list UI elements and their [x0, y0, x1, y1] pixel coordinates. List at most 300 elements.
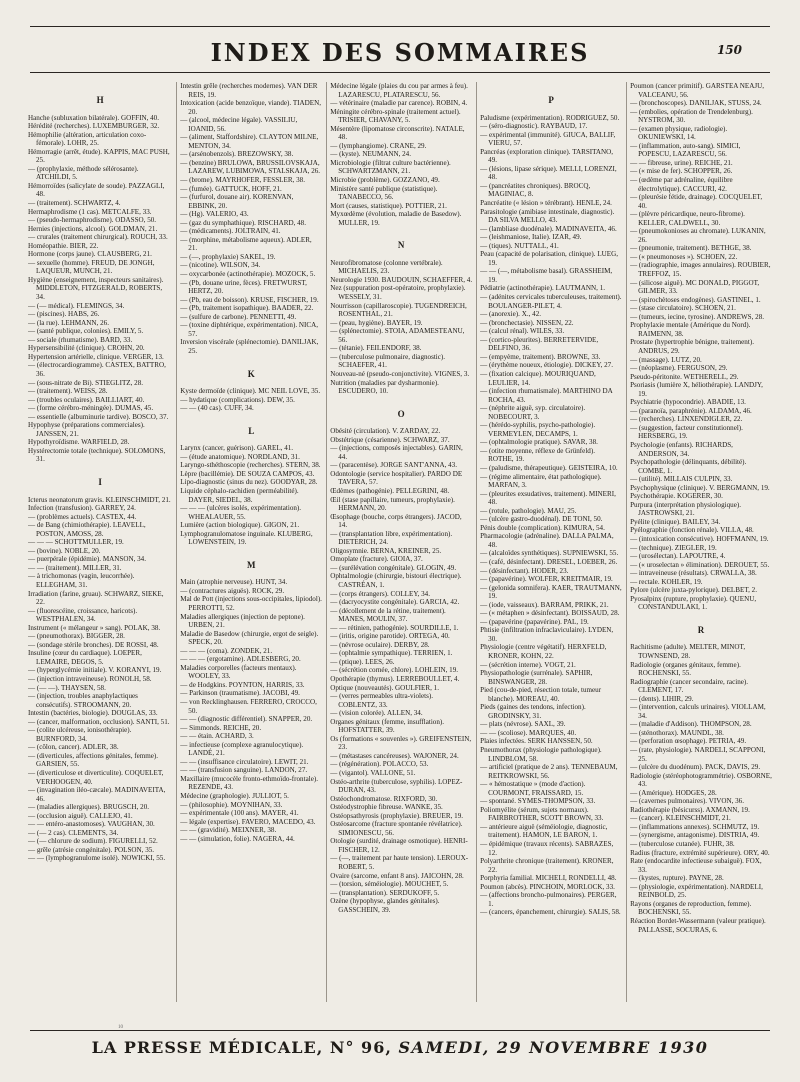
- index-entry: Pied (cou-de-pied, résection totale, tumeur blanche). MOREAU, 40.: [480, 686, 602, 703]
- index-entry: — (vision colorée). ALLEN, 34.: [330, 709, 423, 718]
- index-entry: — (calcul rénal). WILES, 33.: [480, 327, 565, 336]
- index-entry: Mort (causes, statistique). POTTIER, 21.: [330, 201, 447, 210]
- section-letter: L: [248, 425, 255, 436]
- index-entry: Psychologie (enfants). RICHARDS, ANDERSON, 34.: [630, 440, 733, 458]
- index-entry: — (leishmaniose, Italie). IZAR, 49.: [480, 233, 582, 242]
- index-entry: — (intoxication consécutive). HOFFMANN, 19.: [630, 534, 769, 543]
- section-letter: O: [397, 408, 405, 419]
- section-letter: P: [548, 95, 554, 105]
- index-entry: — (papavérine). WOLFER, KREITMAIR, 19.: [480, 575, 613, 584]
- index-entry: Opothérapie (thymus). LERREBOULLET, 4.: [330, 675, 460, 683]
- index-entry: — (pancréatites chroniques). BROCQ, MAGINIAC, 8.: [480, 181, 591, 199]
- index-entry: — (hyperglycémie initiale). V. KORANYI, 19.: [28, 666, 162, 675]
- index-entry: Hypophyse (préparations commerciales). JANSSEN, 21.: [28, 421, 145, 438]
- index-entry: Œsophage (bouche, corps étrangers). JACOD, 14.: [330, 512, 462, 530]
- index-entry: Irradiation (farine, gruau). SCHWARZ, SIEKE, 22.: [28, 589, 164, 607]
- index-entry: — (injection, troubles anaphylactiques consécutifs). STROOMANN, 20.: [28, 692, 138, 709]
- index-entry: — (stase circulatoire). SCHOEN, 21.: [630, 304, 736, 313]
- index-entry: — — — (coma). ZONDEK, 21.: [180, 646, 273, 655]
- index-entry: Organes génitaux (femme, insufflation). HOFSTATTER, 39.: [330, 717, 445, 735]
- journal-name: LA PRESSE MÉDICALE, N° 96,: [91, 1038, 392, 1057]
- index-entry: Microbie (problème). GOZZANO, 49.: [330, 176, 440, 185]
- index-entry: — (bronchectasie). NISSEN, 22.: [480, 318, 574, 327]
- index-entry: — (nicotine). WILSON, 34.: [180, 261, 261, 270]
- index-entry: — (névrose oculaire). DERBY, 28.: [330, 640, 430, 649]
- index-entry: Hypothyroïdisme. WARFIELD, 28.: [28, 438, 130, 447]
- index-entry: — (— chlorure de sodium). FIGURELLI, 52.: [28, 837, 158, 846]
- index-entry: — (pleurites exsudatives, traitement). MINERI, 48.: [480, 489, 616, 507]
- index-entry: — (paludisme, thérapeutique). GEISTEIRA, 10.: [480, 463, 618, 472]
- index-entry: — (prophylaxie, méthode sélérosante). ATCHILDI, 5.: [28, 164, 139, 182]
- index-entry: Poliomyélite (sérum, sujets normaux). FAIRBROTHER, SCOTT BROWN, 33.: [480, 805, 604, 823]
- index-entry: — (« uroselectan » élimination). DEROUET, 55.: [630, 560, 770, 569]
- index-entry: Hygiène (enseignement, inspecteurs sanitaires). MIDDLETON, FITZGERALD, ROBERTS, 34.: [28, 275, 164, 302]
- footer-rule: [30, 1030, 770, 1031]
- index-entry: — (injections, composés injectables). GARIN, 44.: [330, 444, 463, 461]
- index-entry: — (examen physique, radiologie). OKUNIEWSKI, 14.: [630, 124, 728, 142]
- index-entry: — — rétinien, pathogénie). SOURDILLE, 1.: [330, 623, 459, 632]
- index-entry: — crurales (traitement chirurgical). ROUCH, 33.: [28, 233, 168, 242]
- index-entry: Pieds (gaines des tendons, infection). GRODINSKY, 31.: [480, 703, 586, 720]
- section-letter: H: [96, 95, 104, 105]
- index-entry: — (cavernes pulmonaires). VIVON, 36.: [630, 797, 744, 806]
- index-entry: Poumon (abcès). PINCHOIN, MORLOCK, 33.: [480, 882, 615, 891]
- index-entry: — (kyste). NEUMANN, 24.: [330, 150, 412, 159]
- index-entry: — (pseudo-hermaphrodisme). ODASSO, 50.: [28, 216, 157, 225]
- index-entry: — (« métaphen » désinfectant). BOISSAUD, 28.: [480, 609, 620, 618]
- index-entry: Maladie de Basedow (chirurgie, ergot de seigle). SPECK, 20.: [180, 629, 319, 647]
- index-entry: Main (atrophie nerveuse). HUNT, 34.: [180, 578, 288, 587]
- index-entry: — (arsénobenzols). BREZOWSKY, 38.: [180, 150, 294, 159]
- index-entry: — « hémostatique » (mode d'action). COURMONT, FRAISSARD, 15.: [480, 780, 586, 797]
- index-entry: Kyste dermoïde (clinique). MC NEIL LOVE, 35.: [180, 387, 321, 396]
- index-entry: Ministère santé publique (statistique). TANABECCO, 56.: [330, 184, 438, 202]
- index-entry: Pédiatrie (actinothérapie). LAUTMANN, 1.: [480, 284, 606, 293]
- index-entry: — (papavérine (papavérine). PAL, 19.: [480, 617, 589, 626]
- index-entry: — von Recklinghausen. FERRERO, CROCCO, 50.: [180, 698, 317, 715]
- index-entry: — (fixation calcique). MOURIQUAND, LEULIER, 14.: [480, 369, 596, 387]
- index-entry: — — (—, métabolisme basal). GRASSHEIM, 19.: [480, 267, 613, 284]
- index-entry: Prophylaxie mentale (Amérique du Nord). RAIMENN, 38.: [630, 321, 751, 338]
- index-entry: — (gelonida somnifera). KAER, TRAUTMANN, 19.: [480, 583, 622, 601]
- index-entry: — (tuberculose pulmonaire, diagnostic). SCHAEFER, 41.: [330, 352, 446, 370]
- index-entry: — (contractures aiguës). ROCK, 29.: [180, 586, 285, 595]
- index-entry: — (maladies allergiques). BRUGSCH, 20.: [28, 803, 150, 812]
- index-entry: Radius (fracture, extrémité supérieure). ORY, 40.: [630, 848, 770, 857]
- index-entry: — (intervention, calculs urinaires). VIOLLAM, 34.: [630, 703, 766, 720]
- index-column-5: [626, 82, 772, 1002]
- index-entry: Microbiologie (filtrat culture bactérienne). SCHWARTZMANN, 21.: [330, 158, 451, 176]
- index-entry: — (iode, vaisseaux). BARRAM, PRIKK, 21.: [480, 600, 609, 609]
- index-entry: — hydatique (complications). DEW, 35.: [180, 395, 295, 404]
- index-entry: — (étude anatomique). NORDLAND, 31.: [180, 452, 300, 461]
- index-entry: Icterus neonatorum gravis. KLEINSCHMIDT, 21.: [28, 495, 171, 504]
- index-entry: Larynx (cancer, guérison). GAREL, 41.: [180, 444, 294, 453]
- index-entry: — (lésions, lipase sérique). MELLI, LORENZI, 48.: [480, 164, 617, 182]
- index-entry: — (infection rhumatismale). MARTHINO DA ROCHA, 43.: [480, 387, 613, 404]
- index-entry: — (invagination iléo-cæcale). MADINAVEITA, 46.: [28, 786, 166, 803]
- index-entry: Ozène (hypophyse, glandes génitales). GASSCHEIN, 39.: [330, 897, 440, 914]
- index-entry: Pseudo-péritonite. WETHERELL, 29.: [630, 372, 739, 381]
- index-entry: — antérieure aiguë (séméiologie, diagnostic, traitement). HAMON, LE BARON, 1.: [480, 822, 608, 840]
- index-entry: Hormone (corps jaune). CLAUSBERG, 21.: [28, 250, 152, 259]
- index-entry: — (pneumonie, traitement). BETHGE, 38.: [630, 244, 752, 253]
- index-entry: — (fluorescéine, croissance, haricots). WESTPHALEN, 34.: [28, 606, 138, 624]
- index-entry: — (tiques). NUTTALL, 41.: [480, 241, 559, 250]
- index-entry: — expérimental (immunité). GIUCA, BALLIF, VIERU, 57.: [480, 130, 616, 148]
- index-entry: — (utilité). MILLAIS CULPIN, 33.: [630, 475, 733, 484]
- index-entry: — (urosélectan). LAPOUTRE, 4.: [630, 552, 726, 561]
- index-column-3: [326, 82, 472, 1002]
- index-entry: — (inflammation, auto-sang). SIMICI, POPESCU, LAZARESCU, 56.: [630, 141, 741, 159]
- index-entry: — à trichomonas (vagin, leucorrhée). ELLEGHAM, 31.: [28, 572, 135, 589]
- index-entry: — (pneumokonioses au chromate). LUKANIN, 26.: [630, 227, 766, 244]
- index-entry: Liquide céphalo-rachidien (perméabilité). DAYER, SIEDEL, 38.: [180, 486, 299, 504]
- index-entry: — (—, traitement par haute tension). LEROUX-ROBERT, 5.: [330, 854, 469, 872]
- index-entry: — essentielle (albuminurie tardive). BOSCO, 37.: [28, 412, 169, 421]
- index-entry: — (colite ulcéreuse, ionisothérapie). BURNFORD, 34.: [28, 726, 132, 743]
- index-entry: Parasitologie (amibiase intestinale, diagnostic). DA SILVA MELLO, 43.: [480, 207, 615, 225]
- index-column-1: [28, 82, 172, 1002]
- index-entry: — rectale. KOHLER, 19.: [630, 577, 703, 586]
- section-letter: K: [247, 368, 255, 379]
- index-entry: Maladies corporelles (facteurs mentaux). WOOLEY, 33.: [180, 663, 297, 681]
- index-entry: — Simmonds. REICHE, 20.: [180, 723, 262, 732]
- index-entry: Hérédité (recherches). LUXEMBURGER, 32.: [28, 122, 160, 131]
- index-entry: Optique (nouveautés). GOULFIER, 1.: [330, 683, 439, 692]
- index-entry: Homéopathie. BIER, 22.: [28, 241, 99, 250]
- index-entry: Ostéopsathyrosis (prophylaxie). BREUER, 19.: [330, 811, 464, 820]
- index-entry: Porphyria familial. MICHELI, RONDELLI, 48.: [480, 874, 617, 883]
- index-entry: — (radiographie, images annulaires). ROUBIER, TREFFOZ, 15.: [630, 261, 771, 279]
- index-entry: Intoxication (acide benzoïque, viande). TIADEN, 20.: [180, 99, 322, 116]
- index-entry: — (iritis, origine parotide). ORTEGA, 40.: [330, 632, 450, 641]
- index-entry: — (forme cérébro-méningée). DUMAS, 45.: [28, 404, 154, 413]
- index-entry: — (— 2 cas). CLEMENTS, 34.: [28, 828, 119, 837]
- index-entry: Psychiatrie (hypocondrie). ABADIE, 13.: [630, 398, 746, 407]
- index-entry: — (recherches). LINXENDIGLER, 22.: [630, 415, 743, 424]
- index-entry: Pyosalpinx (rupture, prophylaxie). QUENU, CONSTANDULAKI, 1.: [630, 594, 757, 612]
- index-entry: Insuline (cœur du cardiaque). LOEPER, LEMAIRE, DEGOS, 5.: [28, 649, 142, 666]
- index-entry: — — — (ergotamine). ADLESBERG, 20.: [180, 655, 301, 664]
- page-number: 150: [716, 43, 742, 57]
- index-entry: — (pleurésie fétide, drainage). COCQUELET, 40.: [630, 193, 763, 210]
- index-entry: Œdèmes (pathogénie). PELLEGRINI, 48.: [330, 486, 450, 495]
- index-entry: — — — SCHOTTMULLER, 19.: [28, 538, 124, 547]
- index-entry: — — (gravidité). MEIXNER, 38.: [180, 826, 277, 835]
- index-entry: Odontologie (service hospitalier). PARDO DE TAVERA, 57.: [330, 469, 463, 487]
- index-entry: Oligosymnie. BERNA, KREINER, 25.: [330, 546, 442, 555]
- index-entry: — épidémique (travaux récents). SABRAZES, 12.: [480, 840, 614, 857]
- index-entry: — (sécrétion cornée, chlore). LOHLEIN, 19.: [330, 666, 459, 675]
- index-entry: Réaction Bordet-Wassermann (valeur pratique). PALLASSE, SOCURAS, 6.: [630, 916, 766, 934]
- index-entry: — (adénites cervicales tuberculeuses, traitement). BOULANGER-PILET, 4.: [480, 293, 622, 310]
- index-columns: [28, 82, 772, 1002]
- index-entry: — — entéro-anastomoses). VAUGHAN, 30.: [28, 820, 155, 829]
- index-entry: — (Pb, douane urine, fèces). FRETWURST, HERTZ, 20.: [180, 278, 307, 296]
- index-entry: Physiopathologie (surrénale). SAPHIR, BINSWANGER, 28.: [480, 669, 593, 686]
- index-entry: Rayons (organes de reproduction, femme). BOCHENSKI, 55.: [630, 899, 752, 917]
- index-entry: Psychopathologie (délinquants, débilité). COMBE, 1.: [630, 458, 747, 475]
- index-entry: — (dents). LIHIR, 29.: [630, 694, 694, 703]
- index-entry: — — — (ulcères isolés, expérimentation). WHEALAUER, 55.: [180, 504, 302, 521]
- index-entry: — — (40 cas). CUFF, 34.: [180, 404, 254, 413]
- index-entry: — (lymphangiome). CRANE, 29.: [330, 141, 427, 150]
- index-entry: Hystérectomie totale (technique). SOLOMONS, 31.: [28, 446, 166, 464]
- index-entry: — infectieuse (complexe agranulocytique). LANDÉ, 21.: [180, 740, 304, 758]
- index-entry: — (physiologie, expérimentation). NARDELI, REINBOLD, 25.: [630, 882, 763, 900]
- index-entry: — grêle (atrésie congénitale). POLSON, 35.: [28, 845, 155, 854]
- index-entry: — (alcaloïdes synthétiques). SUPNIEWSKI, 55.: [480, 549, 619, 558]
- index-column-4: [476, 82, 622, 1002]
- index-entry: — (toxine diphtérique, expérimentation). NICA, 57.: [180, 321, 318, 338]
- index-entry: Otologie (surdité, drainage osmotique). HENRI-FISCHER, 12.: [330, 837, 468, 854]
- index-entry: — (cancers, épanchement, chirurgie). SALIS, 58.: [480, 908, 621, 917]
- index-entry: Ovaire (sarcome, enfant 8 ans). JAICOHN, 28.: [330, 871, 464, 880]
- index-entry: — (ophtalmologie pratique). SAVAR, 38.: [480, 438, 598, 447]
- index-entry: — (alcool, médecine légale). VASSILIU, IOANID, 56.: [180, 116, 298, 133]
- index-entry: — spontané. SYMES-THOMPSON, 33.: [480, 797, 596, 806]
- index-entry: — (fumée). GATTUCK, HOFF, 21.: [180, 184, 282, 193]
- index-entry: — légale (expertise). FAVERO, MACEDO, 43.: [180, 817, 316, 826]
- index-entry: — (benzine) BRULOWA, BRUSSILOVSKAJA, LAZAREW, LUBIMOWA, STALSKAJA, 26.: [180, 158, 321, 176]
- index-entry: Os (formations « souvenles »). GREIFENSTEIN, 23.: [330, 734, 472, 752]
- index-entry: — (sténothorax). MAUNDL, 38.: [630, 728, 724, 737]
- index-entry: — (« mise de fer). SCHOPPER, 26.: [630, 167, 733, 176]
- index-entry: Polyarthrite chronique (traitement). KRONER, 22.: [480, 857, 614, 874]
- index-entry: — (tumeurs, iecine, tyrosine). ANDREWS, 28.: [630, 312, 765, 321]
- index-entry: Intestin grêle (recherches modernes). VAN DER REIS, 19.: [180, 82, 318, 99]
- index-entry: — (Pb, traitement isopathique). BAADER, 22.: [180, 304, 314, 313]
- index-entry: Pneumothorax (physiologie pathologique). LINDBLOM, 58.: [480, 746, 602, 763]
- index-entry: Médecine (graphologie). JULLIOT, 5.: [180, 792, 289, 801]
- index-entry: Neurofibromatose (colonne vertébrale). MICHAELIS, 23.: [330, 258, 443, 276]
- index-entry: — (paracentèse). JORGE SANT'ANNA, 43.: [330, 461, 457, 470]
- index-entry: — (métastases cancéreuses). WAJONER, 24.: [330, 751, 459, 760]
- index-entry: — (verres permeables ultra-violets). COBLENTZ, 33.: [330, 692, 434, 709]
- index-entry: — (Hg). VALERIO, 43.: [180, 210, 249, 219]
- index-entry: — (occlusion aiguë). CALLEJO, 41.: [28, 811, 133, 820]
- index-entry: Ostéodystrophie fibreuse. WANKE, 35.: [330, 803, 443, 812]
- index-entry: — (cortico-pleurites). BERRETERVIDE, DELFINO, 36.: [480, 335, 599, 353]
- index-entry: — (suggestion, facteur constitutionnel). HERSBERG, 19.: [630, 423, 743, 441]
- index-entry: — (sécrétion interne). VOGT, 21.: [480, 660, 576, 669]
- index-entry: Plaies infectées. SERK HANSSEN, 50.: [480, 737, 593, 746]
- index-entry: — (Amérique). HODGES, 28.: [630, 788, 717, 797]
- index-entry: — (régime alimentaire, état pathologique). MARFAN, 3.: [480, 472, 602, 490]
- index-entry: — artificiel (pratique de 2 ans). TENNEBAUM, REITKROWSKI, 56.: [480, 763, 618, 780]
- index-entry: Physiologie (centre végétatif). HERXFELD, KRONER, KOHN, 22.: [480, 643, 607, 660]
- index-entry: — (néphrite aiguë, syp. circulatoire). NOBECOURT, 3.: [480, 404, 586, 421]
- index-entry: — (ulcère du duodénum). PACK, DAVIS, 29.: [630, 763, 761, 772]
- index-entry: — (dacryocystite congénitale). GARCIA, 42.: [330, 598, 460, 607]
- index-entry: — sexuelle (homme). FREUD, DE JONGH, LAQUEUR, MUNCH, 21.: [28, 258, 155, 276]
- index-entry: Instrument (« mélangeur » sang). POLAK, 38.: [28, 623, 161, 632]
- index-entry: Psychophysique (clinique). V. BERGMANN, 19.: [630, 483, 770, 492]
- index-entry: Hermaphrodisme (1 cas). METCALFE, 33.: [28, 207, 152, 216]
- index-entry: — — (insuffisance circulatoire). LEWIT, 21.: [180, 757, 309, 766]
- index-entry: — (corps étrangers). COLLEY, 34.: [330, 589, 430, 598]
- index-entry: — puerpérale (épidémie). MANSON, 34.: [28, 555, 146, 564]
- index-entry: Pyélographie (fonction rénale). VILLA, 48.: [630, 526, 754, 535]
- index-entry: — (ulcère gastro-duodénal). DE TONI, 50.: [480, 515, 603, 524]
- index-entry: — (affections broncho-pulmonaires). PERGER, 1.: [480, 891, 617, 908]
- index-entry: — (inflammations annexes). SCHMUTZ, 19.: [630, 822, 760, 831]
- index-entry: Radiologie (stéréophotogrammétrie). OSBORNE, 43.: [630, 771, 772, 789]
- index-entry: — — (lymphogranulome isolé). NOWICKI, 55.: [28, 854, 166, 863]
- index-entry: Lumière (action biologique). GIGON, 21.: [180, 521, 300, 530]
- index-entry: — Parkinson (traumatisme). JACOBI, 49.: [180, 689, 300, 698]
- index-column-2: [176, 82, 322, 1002]
- index-entry: Omoplate (fracture). GIOIA, 37.: [330, 555, 423, 564]
- index-entry: Nourrisson (capillaroscopie). TUGENDREICH, ROSENTHAL, 21.: [330, 301, 467, 319]
- index-entry: — (traitement). SCHWARTZ, 4.: [28, 199, 121, 208]
- index-entry: Pyélite (clinique). BAILEY, 34.: [630, 517, 721, 526]
- index-entry: Hypertension artérielle, clinique. VERGER, 13.: [28, 352, 164, 361]
- index-entry: — (décollement de la rétine, traitement). MANES, MOULIN, 37.: [330, 606, 446, 624]
- index-entry: — (massage). LUTZ, 20.: [630, 355, 702, 364]
- index-entry: — (philosophie). MOYNIHAN, 33.: [180, 800, 283, 809]
- index-entry: Nutrition (maladies par dysharmonie). ESCUDERO, 10.: [330, 378, 439, 396]
- index-entry: — (lambliase duodénale). MADINAVEITA, 46.: [480, 224, 617, 233]
- index-entry: — (troubles oculaires). BAILLIART, 40.: [28, 395, 145, 404]
- index-entry: — — (diagnostic différentiel). SNAPPER, 20.: [180, 715, 313, 724]
- index-entry: — (traitement). WEISS, 28.: [28, 387, 108, 396]
- index-entry: — (néoplasme). FERGUSON, 29.: [630, 364, 728, 373]
- index-entry: — (gaz du symphathique). RISCHARD, 48.: [180, 218, 307, 227]
- index-entry: — (sulfure de carbone). PENNETTI, 49.: [180, 312, 297, 321]
- index-entry: Prostate (hypertrophie bénigne, traitement). ANDRUS, 29.: [630, 338, 754, 355]
- index-entry: Obstétrique (césarienne). SCHWARZ, 37.: [330, 435, 450, 444]
- index-entry: — (tétanie). FEILENDORF, 38.: [330, 344, 422, 353]
- index-entry: — (plèvre péricardique, neuro-fibrome). KELLER, CALDWELL, 30.: [630, 210, 745, 227]
- top-rule: [30, 26, 770, 27]
- index-entry: — (sondage stérile bronches). DE ROSSI, 48.: [28, 640, 159, 649]
- issue-date: SAMEDI, 29 NOVEMBRE 1930: [398, 1038, 709, 1057]
- index-entry: Myxœdème (évolution, maladie de Basedow). MULLER, 19.: [330, 210, 462, 227]
- index-entry: — (bovine). NOBLE, 20.: [28, 546, 101, 555]
- index-entry: — (sous-nitrate de Bi). STIEGLITZ, 28.: [28, 378, 144, 387]
- index-entry: — — (transfusion sanguine). LANDON, 27.: [180, 766, 308, 775]
- index-entry: Hémophilie (altération, articulation coxo-fémorale). LOHR, 25.: [28, 130, 147, 148]
- index-entry: Radiologie (organes génitaux, femme). ROCHENSKI, 55.: [630, 660, 741, 678]
- index-entry: Maladies allergiques (injection de peptone). URBEN, 21.: [180, 612, 305, 630]
- index-entry: — (aliment, Staffordshire). CLAYTON MILNE, MENTON, 34.: [180, 133, 319, 150]
- index-entry: — (rotule, pathologie). MAU, 25.: [480, 506, 577, 515]
- index-entry: Ostéosarcome (fracture spontanée révélatrice). SIMIONESCU, 56.: [330, 820, 463, 837]
- index-entry: — (diverticulose et diverticulite). COQUELET, VERHOOGEN, 40.: [28, 769, 164, 786]
- index-entry: — (anorexie). X., 42.: [480, 310, 542, 319]
- index-entry: Radiographie (cancer secondaire, racine). CLEMENT, 17.: [630, 677, 749, 695]
- index-entry: Ophtalmologie (chirurgie, bistouri électrique). CASTRÉAN, 1.: [330, 572, 462, 589]
- index-entry: — (ptique). LEES, 26.: [330, 657, 395, 666]
- index-entry: — (médicaments). JOLTRAIN, 41.: [180, 227, 281, 236]
- index-entry: — de Bang (chimiothérapie). LEAVELL, POSTON, AMOSS, 28.: [28, 521, 146, 538]
- index-entry: — (spirochètoses endogènes). GASTINEL, 1.: [630, 295, 761, 304]
- index-entry: Phtisie (infiltration infraclaviculaire). LYDEN, 30.: [480, 626, 614, 643]
- index-entry: — (ophtalmie sympathique). TERRIEN, 1.: [330, 649, 453, 658]
- index-entry: — (santé publique, colonies). EMILY, 5.: [28, 327, 144, 336]
- index-entry: — (surélévation congénitale). GLOGIN, 49.: [330, 563, 457, 572]
- section-letter: N: [397, 240, 405, 251]
- index-entry: Œil (stase papillaire, tumeurs, prophylaxie). HERMANN, 20.: [330, 495, 455, 513]
- index-entry: Laryngo-sthéthoscopie (recherches). STERN, 38.: [180, 461, 321, 470]
- footer-mark: 10: [118, 1025, 123, 1030]
- index-entry: Psychothérapie. KOGERER, 30.: [630, 492, 723, 501]
- index-entry: Mal de Pott (injections sous-occipitales, lipiodol). PERROTTI, 52.: [180, 595, 322, 612]
- index-entry: — (empyème, traitement). BROWNE, 33.: [480, 352, 601, 361]
- index-entry: — (kystes, rupture). PAYNE, 28.: [630, 874, 724, 883]
- index-entry: — (torsion, séméiologie). MOUCHET, 5.: [330, 880, 449, 889]
- index-entry: — (transplantation). SERDUKOFF, 5.: [330, 888, 440, 897]
- index-entry: — (morphine, métabolisme aqueux). ADLER, 21.: [180, 235, 312, 253]
- index-entry: Hanche (subluxation bilatérale). GOFFIN, 40.: [28, 113, 160, 122]
- index-entry: Méningite cérébro-spinale (traitement actuel). TRISIER, CHAVANY, 5.: [330, 107, 461, 125]
- index-entry: — (café, désinfectant). DRESEL, LOEBER, 26.: [480, 557, 618, 566]
- index-entry: — (régénération). POLACCO, 53.: [330, 760, 429, 769]
- index-entry: — (rate, physiologie). NARDELI, SCAPPONI, 25.: [630, 746, 766, 763]
- index-entry: — (érythème noueux, étiologie). DICKEY, 27.: [480, 361, 613, 370]
- index-entry: — (œdème par adrénaline, équilibre électrolytique). CACCURI, 42.: [630, 176, 733, 193]
- index-entry: — (côlon, cancer). ADLER, 38.: [28, 743, 119, 752]
- index-entry: — (— médical). FLEMINGS, 34.: [28, 301, 125, 310]
- index-entry: — (brome). MAYRHOFER, FESSLER, 38.: [180, 176, 305, 185]
- index-entry: Pancréatite (« lésion » térébrant). HENLE, 24.: [480, 199, 612, 208]
- index-entry: — (perforation œsophage). PETRIA, 49.: [630, 737, 747, 746]
- index-entry: Pénis double (complication). KIMURA, 54.: [480, 523, 605, 532]
- index-entry: — (— —). THAYSEN, 58.: [28, 683, 106, 692]
- index-entry: Maxillaire (mucocèle fronto-ethmoïdo-frontale). REZENDE, 43.: [180, 774, 318, 792]
- index-entry: — (pneumothorax). BIGGER, 28.: [28, 632, 125, 641]
- page-title: INDEX DES SOMMAIRES: [210, 38, 590, 67]
- index-entry: — (cancer). KLEINSCHMIDT, 21.: [630, 814, 731, 823]
- index-entry: — (électrocardiogramme). CASTEX, BATTRO, 36.: [28, 361, 166, 378]
- index-entry: — (désinfectant). HODER, 23.: [480, 566, 569, 575]
- index-entry: Ostéo-arthrite (tuberculose, syphilis). LOPEZ-DURAN, 43.: [330, 777, 463, 795]
- index-entry: — vétérinaire (maladie par carence). ROBIN, 4.: [330, 99, 468, 108]
- index-entry: Neurologie 1930. BAUDOUIN, SCHAEFFER, 4.: [330, 275, 473, 284]
- index-entry: Hémorroïdes (salicylate de soude). PAZZAGLI, 48.: [28, 181, 165, 199]
- index-entry: — (tuberculose cutanée). FUHR, 38.: [630, 840, 735, 849]
- index-entry: — (cancer, malformation, occlusion). SANTI, 51.: [28, 717, 170, 726]
- index-entry: — (vigantol). VALLONE, 51.: [330, 769, 416, 778]
- index-entry: — (« pneumonoses »). SCHOEN, 22.: [630, 252, 738, 261]
- index-entry: — plats (névrose). SAXL, 39.: [480, 720, 566, 729]
- index-entry: — — fibreuse, urine). REICHE, 21.: [630, 158, 733, 167]
- index-entry: Paludisme (expérimentation). RODRIGUEZ, 50.: [480, 113, 620, 122]
- index-entry: Pharmacologie (adrénaline). DALLA PALMA, 48.: [480, 532, 614, 549]
- index-entry: — (problèmes actuels). CASTEX, 44.: [28, 512, 137, 521]
- index-entry: Hémorragie (arrêt, étude). KAPPIS, MAC PUSH, 25.: [28, 147, 170, 165]
- index-entry: — (injection intraveineuse). RONOLH, 58.: [28, 675, 152, 683]
- index-entry: Inversion viscérale (splénectomie). DANILJAK, 25.: [180, 338, 319, 355]
- index-entry: Rate (endocardite infectieuse subaiguë). FOX, 33.: [630, 857, 762, 874]
- index-entry: Lymphogranulomatose inguinale. KLUBERG, LOWENSTEIN, 19.: [180, 529, 313, 547]
- index-entry: Obésité (circulation). V. ZARDAY, 22.: [330, 427, 441, 436]
- index-entry: — (diverticules, affections génitales, femme). GARSIEN, 55.: [28, 751, 159, 769]
- index-entry: — (séro-diagnostic). RAYBAUD, 17.: [480, 122, 588, 131]
- index-entry: Intestin (bactéries, biologie). DOUGLAS, 33.: [28, 709, 158, 718]
- section-letter: R: [697, 624, 705, 635]
- index-entry: Ostéochondromatose. RIXFORD, 30.: [330, 794, 438, 803]
- index-entry: — (hérédo-syphilis, psycho-pathologie). VERMEYLEN, DECAMPS, 1.: [480, 421, 596, 438]
- index-entry: Médecine légale (plaies du cou par armes à feu). LAZARESCU, PLATARESCU, 56.: [330, 82, 468, 99]
- journal-footer: [0, 1038, 800, 1057]
- index-entry: — — (simulation, folie). NAGERA, 44.: [180, 834, 295, 843]
- section-letter: M: [247, 559, 256, 570]
- index-entry: — — étain. ACHARD, 3.: [180, 732, 254, 741]
- index-entry: — (bronchoscopes). DANILJAK, STUSS, 24.: [630, 99, 762, 108]
